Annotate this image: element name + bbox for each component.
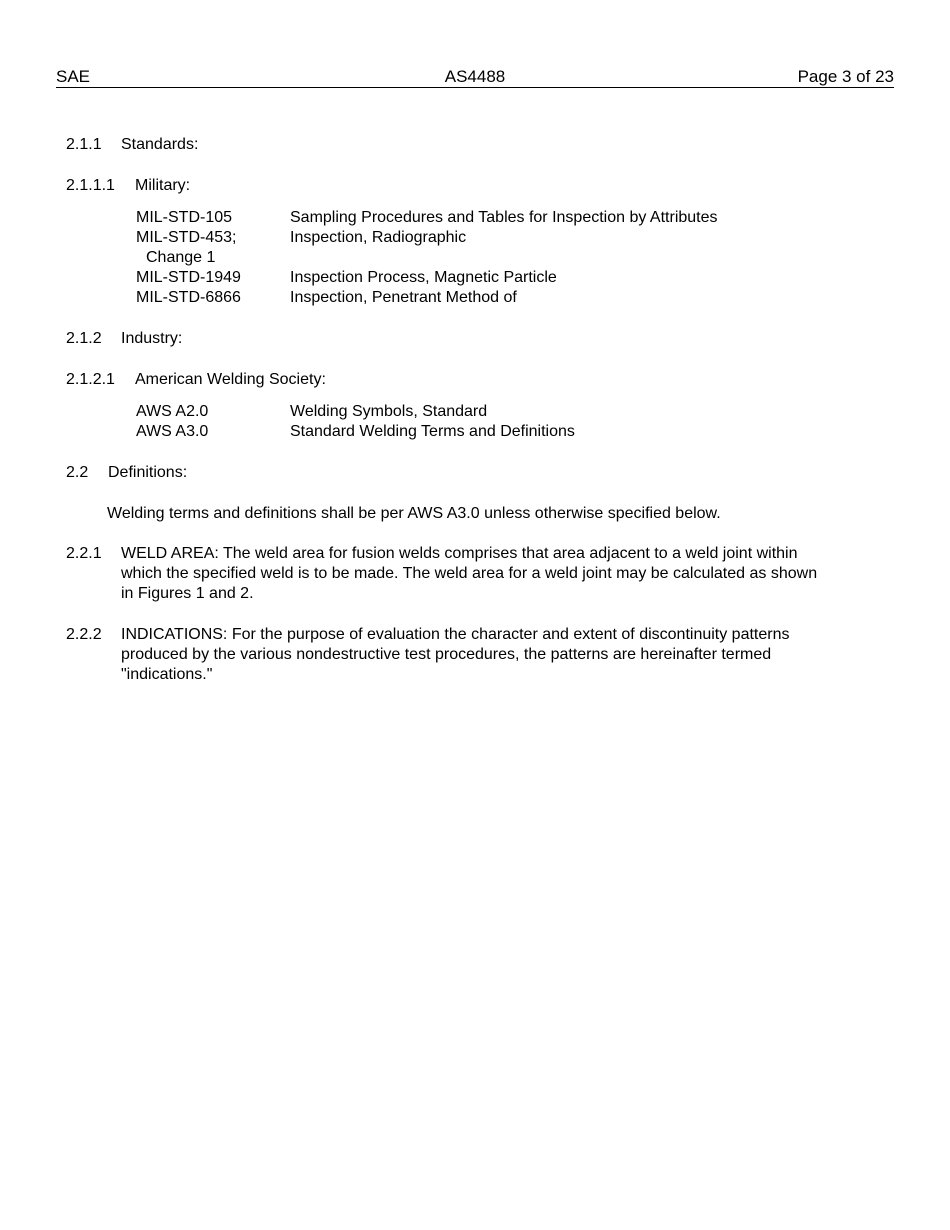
section-number: 2.2	[66, 464, 89, 481]
paragraph-line: WELD AREA: The weld area for fusion welds comprises that area adjacent to a weld joint within	[121, 545, 798, 562]
indications-definition	[121, 625, 881, 685]
section-title: American Welding Society:	[135, 371, 326, 388]
weld-area-definition	[121, 544, 881, 604]
reference-title: Welding Symbols, Standard	[290, 403, 488, 420]
header-document-number: AS4488	[444, 67, 506, 86]
paragraph-line: "indications."	[121, 666, 213, 683]
section-number: 2.1.1.1	[66, 177, 115, 194]
section-2-2	[66, 463, 188, 483]
reference-code: MIL-STD-453;	[136, 229, 237, 246]
section-number: 2.1.2	[66, 330, 102, 347]
reference-title: Sampling Procedures and Tables for Inspection by Attributes	[290, 209, 718, 226]
reference-code: AWS A3.0	[136, 423, 209, 440]
section-2-1-1	[66, 135, 199, 155]
section-2-2-2-number	[66, 625, 102, 645]
section-number: 2.1.1	[66, 136, 102, 153]
section-title: Standards:	[121, 136, 199, 153]
header-organization: SAE	[56, 67, 91, 86]
section-title: Military:	[135, 177, 191, 194]
paragraph-line: produced by the various nondestructive test procedures, the patterns are hereinafter termed	[121, 646, 772, 663]
reference-code: AWS A2.0	[136, 403, 209, 420]
section-title: Definitions:	[108, 464, 188, 481]
reference-title: Inspection, Penetrant Method of	[290, 289, 517, 306]
reference-code: MIL-STD-6866	[136, 289, 241, 306]
section-2-1-2-1	[66, 370, 326, 390]
reference-title: Standard Welding Terms and Definitions	[290, 423, 575, 440]
reference-code: MIL-STD-1949	[136, 269, 241, 286]
section-2-2-1-number	[66, 544, 102, 564]
section-2-1-2	[66, 329, 183, 349]
reference-title: Inspection, Radiographic	[290, 229, 467, 246]
page-header	[56, 67, 894, 88]
paragraph-line: INDICATIONS: For the purpose of evaluation the character and extent of discontinuity patterns	[121, 626, 790, 643]
definitions-intro: Welding terms and definitions shall be per AWS A3.0 unless otherwise specified below.	[107, 505, 721, 522]
section-number: 2.1.2.1	[66, 371, 115, 388]
header-page-number: Page 3 of 23	[797, 67, 894, 86]
paragraph-line: which the specified weld is to be made. The weld area for a weld joint may be calculated as shown	[121, 565, 818, 582]
reference-code: MIL-STD-105	[136, 209, 233, 226]
reference-code-continuation: Change 1	[146, 249, 216, 266]
section-number: 2.2.1	[66, 545, 102, 562]
reference-title: Inspection Process, Magnetic Particle	[290, 269, 557, 286]
section-title: Industry:	[121, 330, 183, 347]
section-2-1-1-1	[66, 176, 191, 196]
paragraph-line: in Figures 1 and 2.	[121, 585, 254, 602]
section-number: 2.2.2	[66, 626, 102, 643]
